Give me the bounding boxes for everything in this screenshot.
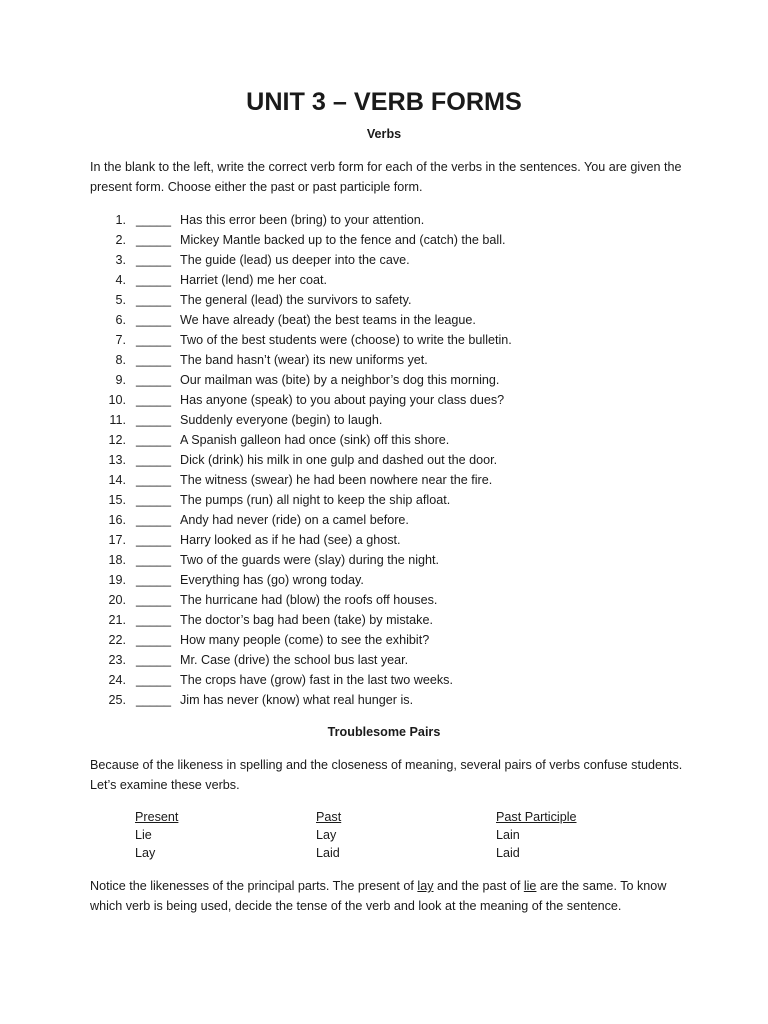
exercise-sentence: Jim has never (know) what real hunger is. (180, 693, 414, 707)
table-cell: Laid (496, 846, 520, 860)
verb-forms-table (0, 808, 768, 864)
exercise-number: 8. (115, 353, 126, 367)
exercise-item (0, 670, 768, 690)
notice-text: are the same. To know which verb is being used, decide the tense of the verb and look at the meaning of the sentence. (90, 879, 667, 913)
table-cell: Lain (496, 828, 520, 842)
exercise-number: 19. (108, 573, 126, 587)
exercise-sentence: The doctor’s bag had been (take) by mistake. (180, 613, 433, 627)
table-cell: Lay (135, 846, 156, 860)
answer-blank[interactable]: _____ (136, 533, 172, 547)
exercise-number: 15. (108, 493, 126, 507)
exercise-list (0, 210, 768, 710)
exercise-item (0, 250, 768, 270)
answer-blank[interactable]: _____ (136, 473, 172, 487)
exercise-item (0, 230, 768, 250)
exercise-item (0, 690, 768, 710)
answer-blank[interactable]: _____ (136, 273, 172, 287)
instructions-paragraph: In the blank to the left, write the correct verb form for each of the verbs in the sentences. You are given the present form. Choose either the past or past participle form. (90, 160, 682, 194)
exercise-item (0, 350, 768, 370)
answer-blank[interactable]: _____ (136, 233, 172, 247)
notice-text: and the past of (433, 879, 524, 893)
exercise-number: 18. (108, 553, 126, 567)
exercise-number: 24. (108, 673, 126, 687)
exercise-item (0, 390, 768, 410)
answer-blank[interactable]: _____ (136, 453, 172, 467)
answer-blank[interactable]: _____ (136, 653, 172, 667)
section-heading-verbs: Verbs (366, 127, 402, 141)
exercise-sentence: Has anyone (speak) to you about paying your class dues? (180, 393, 505, 407)
answer-blank[interactable]: _____ (136, 213, 172, 227)
table-header-past-participle: Past Participle (496, 810, 577, 824)
exercise-number: 20. (108, 593, 126, 607)
answer-blank[interactable]: _____ (136, 293, 172, 307)
exercise-number: 9. (115, 373, 126, 387)
exercise-item (0, 490, 768, 510)
exercise-number: 13. (108, 453, 126, 467)
exercise-sentence: We have already (beat) the best teams in the league. (180, 313, 476, 327)
underlined-word-lay: lay (417, 879, 434, 893)
answer-blank[interactable]: _____ (136, 253, 172, 267)
exercise-sentence: The general (lead) the survivors to safety. (180, 293, 412, 307)
exercise-sentence: Two of the best students were (choose) to write the bulletin. (180, 333, 512, 347)
exercise-sentence: Dick (drink) his milk in one gulp and dashed out the door. (180, 453, 498, 467)
exercise-item (0, 450, 768, 470)
exercise-item (0, 590, 768, 610)
answer-blank[interactable]: _____ (136, 573, 172, 587)
exercise-number: 2. (115, 233, 126, 247)
table-cell: Lie (135, 828, 152, 842)
exercise-number: 1. (115, 213, 126, 227)
exercise-number: 11. (109, 413, 126, 427)
exercise-item (0, 330, 768, 350)
underlined-word-lie: lie (523, 879, 537, 893)
exercise-number: 17. (108, 533, 126, 547)
exercise-sentence: Andy had never (ride) on a camel before. (180, 513, 409, 527)
exercise-item (0, 510, 768, 530)
exercise-item (0, 650, 768, 670)
exercise-item (0, 550, 768, 570)
exercise-sentence: The pumps (run) all night to keep the ship afloat. (180, 493, 451, 507)
table-cell: Lay (316, 828, 337, 842)
answer-blank[interactable]: _____ (136, 693, 172, 707)
exercise-number: 14. (108, 473, 126, 487)
exercise-number: 16. (108, 513, 126, 527)
exercise-sentence: Has this error been (bring) to your attention. (180, 213, 425, 227)
exercise-sentence: The crops have (grow) fast in the last two weeks. (180, 673, 453, 687)
answer-blank[interactable]: _____ (136, 673, 172, 687)
exercise-number: 21. (108, 613, 126, 627)
exercise-number: 5. (115, 293, 126, 307)
answer-blank[interactable]: _____ (136, 313, 172, 327)
exercise-sentence: A Spanish galleon had once (sink) off this shore. (180, 433, 450, 447)
exercise-sentence: The witness (swear) he had been nowhere near the fire. (180, 473, 493, 487)
exercise-sentence: Harriet (lend) me her coat. (180, 273, 327, 287)
table-cell: Laid (316, 846, 340, 860)
answer-blank[interactable]: _____ (136, 633, 172, 647)
exercise-sentence: Mr. Case (drive) the school bus last year. (180, 653, 409, 667)
notice-text: Notice the likenesses of the principal parts. The present of (90, 879, 418, 893)
table-header-present: Present (135, 810, 179, 824)
answer-blank[interactable]: _____ (136, 333, 172, 347)
exercise-item (0, 570, 768, 590)
exercise-number: 12. (108, 433, 126, 447)
answer-blank[interactable]: _____ (136, 513, 172, 527)
exercise-number: 10. (108, 393, 126, 407)
exercise-sentence: Harry looked as if he had (see) a ghost. (180, 533, 401, 547)
exercise-sentence: Mickey Mantle backed up to the fence and (catch) the ball. (180, 233, 506, 247)
exercise-number: 22. (108, 633, 126, 647)
exercise-sentence: The band hasn’t (wear) its new uniforms yet. (180, 353, 428, 367)
answer-blank[interactable]: _____ (136, 393, 172, 407)
notice-paragraph (90, 876, 690, 916)
exercise-item (0, 290, 768, 310)
table-header-past: Past (316, 810, 342, 824)
exercise-sentence: Our mailman was (bite) by a neighbor’s dog this morning. (180, 373, 500, 387)
exercise-item (0, 530, 768, 550)
exercise-sentence: The guide (lead) us deeper into the cave. (180, 253, 410, 267)
exercise-number: 7. (115, 333, 126, 347)
exercise-sentence: Two of the guards were (slay) during the night. (180, 553, 440, 567)
exercise-number: 25. (108, 693, 126, 707)
troublesome-pairs-intro: Because of the likeness in spelling and the closeness of meaning, several pairs of verbs confuse students. Let’s examine these verbs. (90, 758, 683, 792)
exercise-number: 4. (115, 273, 126, 287)
exercise-item (0, 270, 768, 290)
exercise-item (0, 630, 768, 650)
exercise-sentence: Suddenly everyone (begin) to laugh. (180, 413, 383, 427)
answer-blank[interactable]: _____ (136, 613, 172, 627)
exercise-number: 3. (115, 253, 126, 267)
answer-blank[interactable]: _____ (136, 493, 172, 507)
page-title: UNIT 3 – VERB FORMS (246, 88, 522, 116)
exercise-sentence: How many people (come) to see the exhibit? (180, 633, 430, 647)
answer-blank[interactable]: _____ (136, 433, 172, 447)
answer-blank[interactable]: _____ (136, 353, 172, 367)
exercise-item (0, 370, 768, 390)
exercise-sentence: Everything has (go) wrong today. (180, 573, 364, 587)
exercise-item (0, 410, 768, 430)
exercise-item (0, 310, 768, 330)
exercise-item (0, 430, 768, 450)
answer-blank[interactable]: _____ (136, 553, 172, 567)
exercise-sentence: The hurricane had (blow) the roofs off houses. (180, 593, 438, 607)
answer-blank[interactable]: _____ (136, 373, 172, 387)
exercise-item (0, 210, 768, 230)
exercise-item (0, 470, 768, 490)
section-heading-troublesome-pairs: Troublesome Pairs (327, 725, 441, 739)
answer-blank[interactable]: _____ (136, 413, 172, 427)
exercise-number: 6. (115, 313, 126, 327)
exercise-number: 23. (108, 653, 126, 667)
exercise-item (0, 610, 768, 630)
answer-blank[interactable]: _____ (136, 593, 172, 607)
